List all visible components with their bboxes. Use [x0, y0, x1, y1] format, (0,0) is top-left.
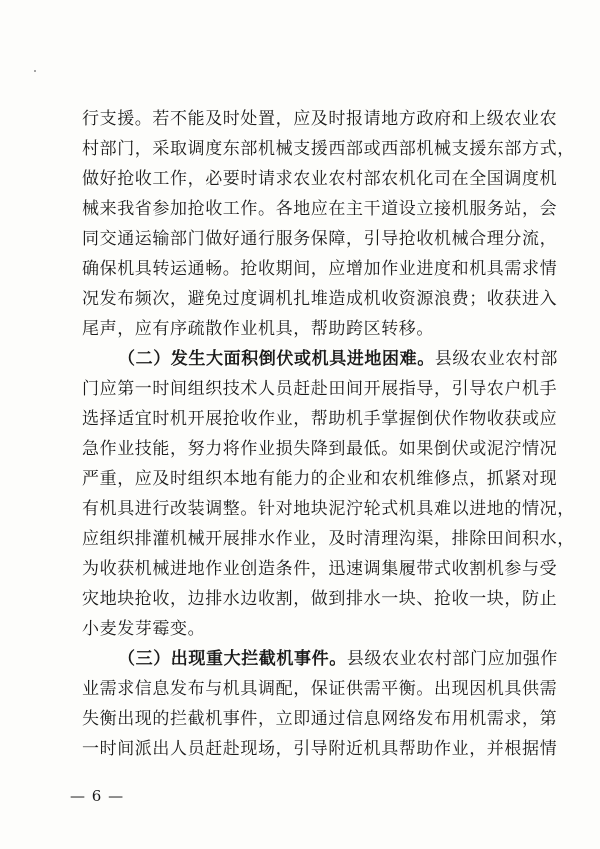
scan-speck	[34, 70, 36, 72]
text-line: 村部门，采取调度东部机械支援西部或西部机械支援东部方式，	[82, 139, 575, 159]
text-line: 行支援。若不能及时处置，应及时报请地方政府和上级农业农	[82, 109, 558, 129]
section-heading-line	[118, 348, 559, 370]
text-line: 有机具进行改装调整。针对地块泥泞轮式机具难以进地的情况，	[82, 499, 575, 519]
text-line: 应组织排灌机械开展排水作业，及时清理沟渠，排除田间积水，	[82, 529, 575, 549]
text-line: 做好抢收工作，必要时请求农业农村部农机化司在全国调度机	[82, 169, 558, 189]
text-line: 尾声，应有序疏散作业机具，帮助跨区转移。	[82, 319, 434, 339]
text-line: 为收获机械进地作业创造条件，迅速调集履带式收割机参与受	[82, 559, 558, 579]
text-line: 小麦发芽霉变。	[82, 619, 206, 639]
text-line: 严重，应及时组织本地有能力的企业和农机维修点，抓紧对现	[82, 469, 558, 489]
section-heading-line	[118, 648, 559, 670]
text-line: 同交通运输部门做好通行服务保障，引导抢收机械合理分流，	[82, 229, 558, 249]
text-line: 确保机具转运通畅。抢收期间，应增加作业进度和机具需求情	[82, 259, 558, 279]
text-line: 急作业技能，努力将作业损失降到最低。如果倒伏或泥泞情况	[82, 439, 558, 459]
text-line: 况发布频次，避免过度调机扎堆造成机收资源浪费；收获进入	[82, 289, 558, 309]
text-line: 业需求信息发布与机具调配，保证供需平衡。出现因机具供需	[82, 679, 558, 699]
text-span: 县级农业农村部	[434, 349, 559, 369]
text-span: 县级农业农村部门应加强作	[346, 649, 559, 669]
section-heading: （二）发生大面积倒伏或机具进地困难。	[118, 349, 435, 369]
text-line: 门应第一时间组织技术人员赶赴田间开展指导，引导农户机手	[82, 379, 558, 399]
section-heading: （三）出现重大拦截机事件。	[118, 649, 347, 669]
page-number: — 6 —	[70, 787, 125, 805]
text-line: 械来我省参加抢收工作。各地应在主干道设立接机服务站，会	[82, 199, 558, 219]
text-line: 一时间派出人员赶赴现场，引导附近机具帮助作业，并根据情	[82, 739, 558, 759]
text-line: 失衡出现的拦截机事件，立即通过信息网络发布用机需求，第	[82, 709, 558, 729]
text-line: 灾地块抢收，边排水边收割，做到排水一块、抢收一块，防止	[82, 589, 558, 609]
text-line: 选择适宜时机开展抢收作业，帮助机手掌握倒伏作物收获或应	[82, 409, 558, 429]
